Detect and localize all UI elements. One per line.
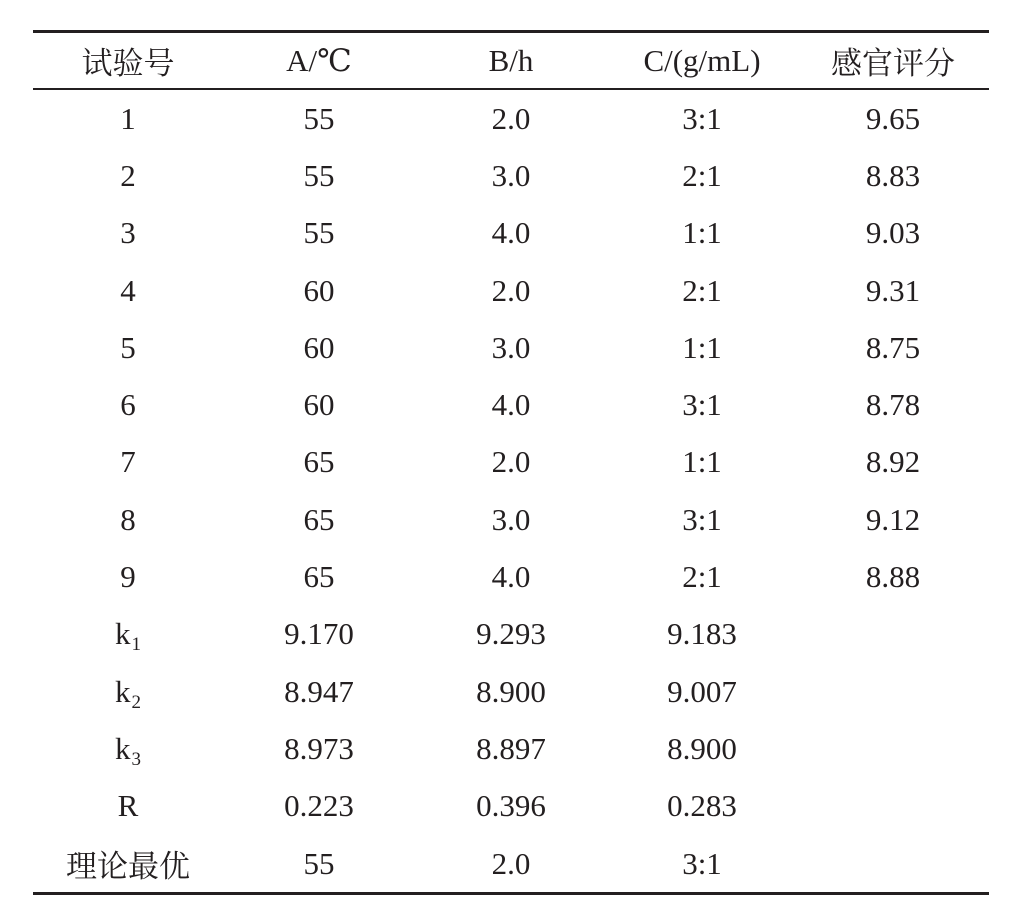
factor-a-cell: 55 [303,157,335,193]
factor-b-cell: 4.0 [491,215,531,251]
table-row [33,548,989,605]
table-row [33,376,989,433]
score-cell: 9.31 [865,272,921,308]
table-row [33,319,989,376]
factor-a-cell: 55 [303,100,335,136]
factor-c-cell: 3:1 [682,100,722,136]
k-subscript: 1 [131,634,141,656]
score-cell: 8.78 [865,387,921,423]
factor-b-cell: 2.0 [491,444,531,480]
table-row [33,205,989,262]
factor-c-cell: 9.007 [667,673,737,709]
factor-a-cell: 60 [303,272,335,308]
header-trial-number: 试验号 [81,46,175,81]
score-cell: 8.92 [865,444,921,480]
factor-b-cell: 9.293 [476,616,546,652]
table-row [33,491,989,548]
trial-number-cell: 6 [120,387,136,423]
header-factor-a: A/℃ [286,42,352,78]
factor-c-cell: 1:1 [682,215,722,251]
factor-c-cell: 2:1 [682,272,722,308]
table-header [33,32,989,90]
factor-a-cell: 65 [303,559,335,595]
orthogonal-test-table-container [33,30,989,895]
trial-number-cell: 2 [120,157,136,193]
factor-a-cell: 60 [303,329,335,365]
table-body [33,89,989,894]
factor-c-cell: 1:1 [682,444,722,480]
table-row [33,434,989,491]
score-cell: 9.65 [865,100,921,136]
range-row [33,778,989,835]
trial-number-cell: 9 [120,559,136,595]
factor-c-cell: 2:1 [682,157,722,193]
k-row [33,606,989,663]
empty-score-cell [797,778,989,835]
factor-b-cell: 2.0 [491,845,531,881]
k-label-cell [33,663,223,720]
header-row [33,32,989,90]
table-row [33,89,989,147]
optimal-label-cell: 理论最优 [66,849,190,884]
k-label: k [115,673,131,709]
score-cell: 9.03 [865,215,921,251]
score-cell: 9.12 [865,501,921,537]
empty-score-cell [797,835,989,894]
k-subscript: 2 [131,691,141,713]
factor-b-cell: 4.0 [491,387,531,423]
factor-c-cell: 1:1 [682,329,722,365]
factor-b-cell: 3.0 [491,501,531,537]
orthogonal-test-table [33,30,989,895]
trial-number-cell: 7 [120,444,136,480]
k-subscript: 3 [131,748,141,770]
factor-b-cell: 0.396 [476,788,546,824]
factor-c-cell: 8.900 [667,730,737,766]
k-label-cell [33,606,223,663]
k-row [33,720,989,777]
trial-number-cell: 1 [120,100,136,136]
factor-a-cell: 9.170 [284,616,354,652]
factor-b-cell: 3.0 [491,329,531,365]
factor-c-cell: 3:1 [682,845,722,881]
empty-score-cell [797,720,989,777]
optimal-row [33,835,989,894]
trial-number-cell: 4 [120,272,136,308]
factor-a-cell: 60 [303,387,335,423]
factor-a-cell: 65 [303,444,335,480]
factor-b-cell: 2.0 [491,272,531,308]
factor-a-cell: 55 [303,845,335,881]
header-factor-b: B/h [488,42,534,78]
header-factor-c: C/(g/mL) [643,42,761,78]
factor-b-cell: 2.0 [491,100,531,136]
empty-score-cell [797,663,989,720]
factor-c-cell: 3:1 [682,501,722,537]
trial-number-cell: 8 [120,501,136,537]
factor-c-cell: 3:1 [682,387,722,423]
trial-number-cell: 5 [120,329,136,365]
k-row [33,663,989,720]
score-cell: 8.88 [865,559,921,595]
factor-a-cell: 8.973 [284,730,354,766]
factor-c-cell: 2:1 [682,559,722,595]
k-label: k [115,616,131,652]
k-label: k [115,730,131,766]
k-label-cell [33,720,223,777]
range-label-cell: R [117,788,139,824]
factor-a-cell: 55 [303,215,335,251]
trial-number-cell: 3 [120,215,136,251]
factor-b-cell: 3.0 [491,157,531,193]
score-cell: 8.75 [865,329,921,365]
table-row [33,262,989,319]
table-row [33,147,989,204]
factor-b-cell: 8.900 [476,673,546,709]
factor-a-cell: 65 [303,501,335,537]
factor-c-cell: 0.283 [667,788,737,824]
factor-b-cell: 8.897 [476,730,546,766]
factor-c-cell: 9.183 [667,616,737,652]
empty-score-cell [797,606,989,663]
factor-a-cell: 8.947 [284,673,354,709]
header-sensory-score: 感官评分 [831,46,955,81]
factor-a-cell: 0.223 [284,788,354,824]
factor-b-cell: 4.0 [491,559,531,595]
score-cell: 8.83 [865,157,921,193]
